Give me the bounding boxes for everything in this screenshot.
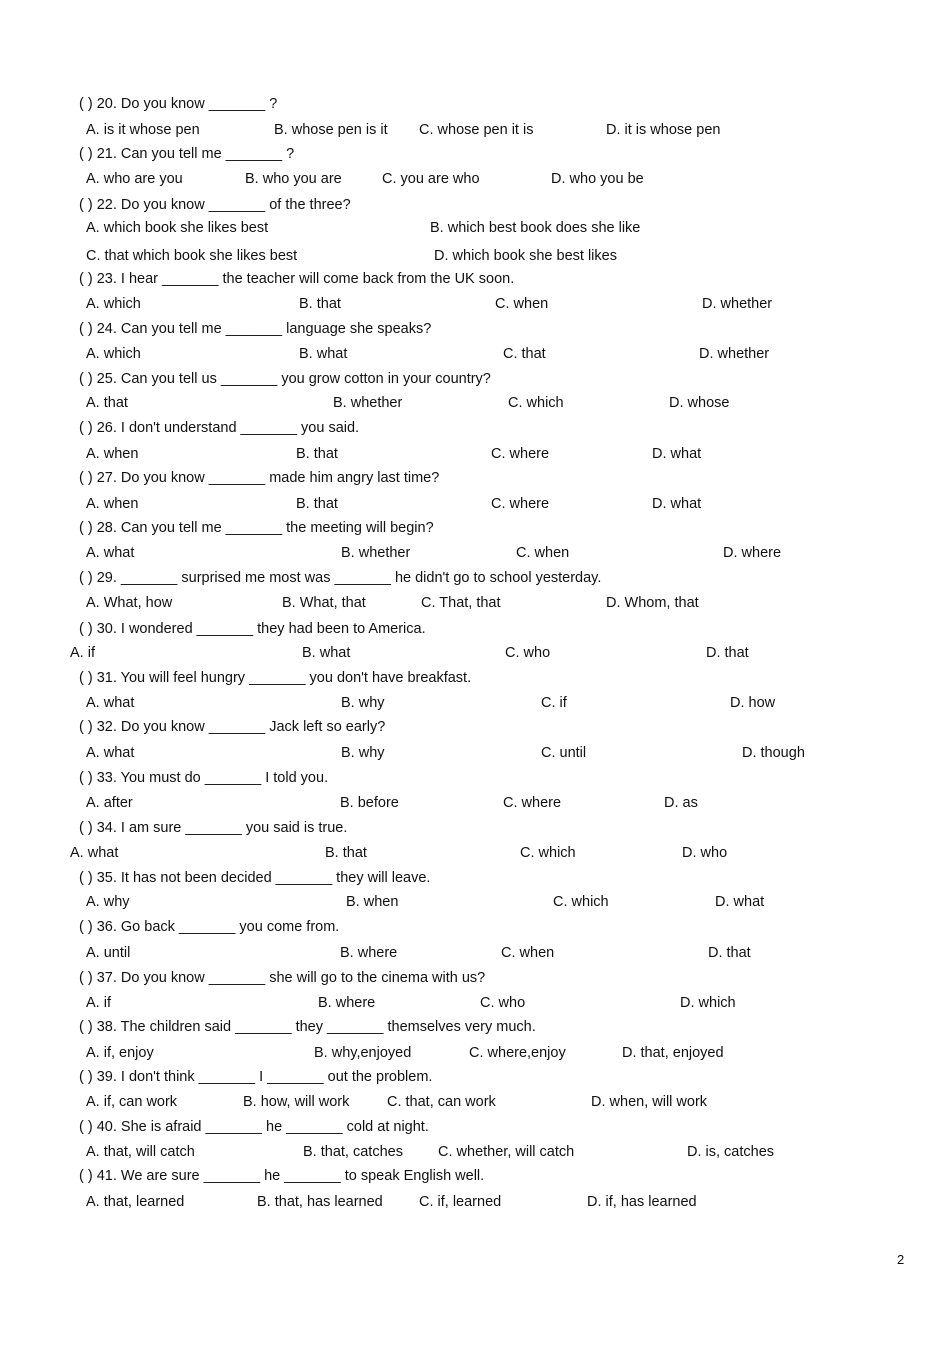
option-b: B. that [325, 845, 367, 861]
options-row [0, 169, 950, 189]
option-d: D. how [730, 695, 776, 711]
option-b: B. that, has learned [257, 1194, 383, 1210]
options-row [0, 993, 950, 1013]
option-b: B. that [296, 496, 338, 512]
option-d: D. though [742, 745, 805, 761]
option-a: A. until [86, 945, 131, 961]
question-stem [0, 319, 950, 339]
options-row [0, 593, 950, 613]
option-d: D. whether [699, 346, 770, 362]
question-stem [0, 369, 950, 389]
question-stem [0, 94, 950, 114]
question-stem-text: ( ) 33. You must do _______ I told you. [79, 770, 329, 786]
option-a: A. what [86, 745, 135, 761]
question-stem-text: ( ) 38. The children said _______ they _______ themselves very much. [79, 1019, 536, 1035]
option-c: C. which [520, 845, 576, 861]
option-b: B. how, will work [243, 1094, 350, 1110]
question-stem-text: ( ) 41. We are sure _______ he _______ to speak English well. [79, 1168, 485, 1184]
option-b: B. why [341, 745, 385, 761]
options-row [0, 1092, 950, 1112]
option-c: C. that, can work [387, 1094, 496, 1110]
option-a: A. is it whose pen [86, 122, 200, 138]
question-stem-text: ( ) 20. Do you know _______ ? [79, 96, 278, 112]
option-b: B. whether [333, 395, 403, 411]
option-d: D. as [664, 795, 698, 811]
option-b: B. what [302, 645, 351, 661]
options-row [0, 892, 950, 912]
option-c: C. where,enjoy [469, 1045, 566, 1061]
question-stem-text: ( ) 36. Go back _______ you come from. [79, 919, 340, 935]
option-d: D. whether [702, 296, 773, 312]
option-a: A. who are you [86, 171, 183, 187]
option-c: C. where [503, 795, 562, 811]
option-d: D. whose [669, 395, 730, 411]
options-row [0, 494, 950, 514]
options-row [0, 294, 950, 314]
option-a: A. that, learned [86, 1194, 185, 1210]
question-stem-text: ( ) 26. I don't understand _______ you said. [79, 420, 360, 436]
question-stem [0, 917, 950, 937]
options-row [0, 743, 950, 763]
option-d: D. what [652, 496, 702, 512]
question-stem [0, 144, 950, 164]
question-stem-text: ( ) 27. Do you know _______ made him angry last time? [79, 470, 440, 486]
option-d: D. who [682, 845, 728, 861]
options-row [0, 393, 950, 413]
option-c: C. when [516, 545, 570, 561]
option-c: C. whose pen it is [419, 122, 534, 138]
option-b: B. that, catches [303, 1144, 403, 1160]
option-b: B. where [340, 945, 398, 961]
option-c: C. which [553, 894, 609, 910]
question-stem [0, 818, 950, 838]
option-d: D. which book she best likes [434, 248, 617, 264]
option-d: D. that, enjoyed [622, 1045, 724, 1061]
question-stem-text: ( ) 40. She is afraid _______ he _______ cold at night. [79, 1119, 429, 1135]
options-row [0, 793, 950, 813]
option-a: A. that, will catch [86, 1144, 195, 1160]
options-row [0, 1192, 950, 1212]
options-row [0, 693, 950, 713]
option-c: C. when [495, 296, 549, 312]
options-row [0, 643, 950, 663]
question-stem [0, 1166, 950, 1186]
options-row [0, 246, 950, 266]
question-stem [0, 619, 950, 639]
option-d: D. that [706, 645, 749, 661]
question-stem [0, 418, 950, 438]
option-a: A. when [86, 446, 139, 462]
option-b: B. What, that [282, 595, 366, 611]
question-stem [0, 468, 950, 488]
option-d: D. what [652, 446, 702, 462]
option-a: A. which [86, 296, 141, 312]
question-stem-text: ( ) 29. _______ surprised me most was _______ he didn't go to school yesterday. [79, 570, 602, 586]
option-d: D. it is whose pen [606, 122, 721, 138]
option-c: C. who [505, 645, 551, 661]
question-stem-text: ( ) 37. Do you know _______ she will go to the cinema with us? [79, 970, 486, 986]
option-b: B. that [299, 296, 341, 312]
option-b: B. before [340, 795, 399, 811]
options-row [0, 444, 950, 464]
option-a: A. why [86, 894, 130, 910]
option-a: A. after [86, 795, 133, 811]
option-c: C. if [541, 695, 567, 711]
options-row [0, 843, 950, 863]
question-stem-text: ( ) 25. Can you tell us _______ you grow cotton in your country? [79, 371, 491, 387]
question-stem [0, 668, 950, 688]
options-row [0, 943, 950, 963]
option-b: B. that [296, 446, 338, 462]
options-row [0, 1142, 950, 1162]
option-a: A. if, enjoy [86, 1045, 154, 1061]
option-c: C. who [480, 995, 526, 1011]
option-a: A. what [70, 845, 119, 861]
option-c: C. that [503, 346, 546, 362]
option-b: B. why [341, 695, 385, 711]
option-c: C. where [491, 446, 550, 462]
option-b: B. why,enjoyed [314, 1045, 412, 1061]
option-b: B. when [346, 894, 399, 910]
option-c: C. That, that [421, 595, 501, 611]
option-a: A. what [86, 545, 135, 561]
question-stem-text: ( ) 21. Can you tell me _______ ? [79, 146, 295, 162]
question-stem-text: ( ) 39. I don't think _______ I _______ out the problem. [79, 1069, 433, 1085]
question-stem-text: ( ) 24. Can you tell me _______ language she speaks? [79, 321, 432, 337]
option-b: B. where [318, 995, 376, 1011]
option-d: D. which [680, 995, 736, 1011]
option-d: D. who you be [551, 171, 644, 187]
question-stem [0, 717, 950, 737]
question-stem-text: ( ) 34. I am sure _______ you said is true. [79, 820, 348, 836]
options-row [0, 1043, 950, 1063]
question-stem [0, 868, 950, 888]
option-b: B. who you are [245, 171, 342, 187]
option-c: C. whether, will catch [438, 1144, 575, 1160]
option-b: B. which best book does she like [430, 220, 641, 236]
option-c: C. you are who [382, 171, 480, 187]
option-a: A. what [86, 695, 135, 711]
question-stem [0, 195, 950, 215]
options-row [0, 543, 950, 563]
options-row [0, 218, 950, 238]
options-row [0, 120, 950, 140]
option-d: D. Whom, that [606, 595, 699, 611]
option-d: D. when, will work [591, 1094, 708, 1110]
question-stem [0, 768, 950, 788]
question-stem [0, 1067, 950, 1087]
question-stem-text: ( ) 30. I wondered _______ they had been to America. [79, 621, 426, 637]
option-c: C. where [491, 496, 550, 512]
question-stem-text: ( ) 22. Do you know _______ of the three? [79, 197, 351, 213]
option-c: C. if, learned [419, 1194, 502, 1210]
question-stem-text: ( ) 32. Do you know _______ Jack left so early? [79, 719, 386, 735]
question-stem [0, 968, 950, 988]
option-b: B. whether [341, 545, 411, 561]
option-a: A. when [86, 496, 139, 512]
option-d: D. if, has learned [587, 1194, 697, 1210]
option-d: D. that [708, 945, 751, 961]
question-stem [0, 1117, 950, 1137]
option-a: A. if [70, 645, 95, 661]
option-a: A. if [86, 995, 111, 1011]
question-stem [0, 518, 950, 538]
option-c: C. until [541, 745, 587, 761]
option-b: B. whose pen is it [274, 122, 388, 138]
option-a: A. which book she likes best [86, 220, 269, 236]
option-b: B. what [299, 346, 348, 362]
question-stem [0, 568, 950, 588]
option-a: A. What, how [86, 595, 173, 611]
question-stem-text: ( ) 35. It has not been decided _______ they will leave. [79, 870, 431, 886]
option-d: D. is, catches [687, 1144, 775, 1160]
page-number: 2 [897, 1252, 905, 1267]
option-d: D. what [715, 894, 765, 910]
question-stem-text: ( ) 28. Can you tell me _______ the meeting will begin? [79, 520, 434, 536]
question-stem-text: ( ) 31. You will feel hungry _______ you don't have breakfast. [79, 670, 472, 686]
option-a: A. if, can work [86, 1094, 178, 1110]
option-a: A. which [86, 346, 141, 362]
question-stem [0, 1017, 950, 1037]
option-c: C. that which book she likes best [86, 248, 298, 264]
option-a: A. that [86, 395, 128, 411]
question-stem-text: ( ) 23. I hear _______ the teacher will come back from the UK soon. [79, 271, 515, 287]
option-d: D. where [723, 545, 782, 561]
option-c: C. when [501, 945, 555, 961]
options-row [0, 344, 950, 364]
question-stem [0, 269, 950, 289]
option-c: C. which [508, 395, 564, 411]
